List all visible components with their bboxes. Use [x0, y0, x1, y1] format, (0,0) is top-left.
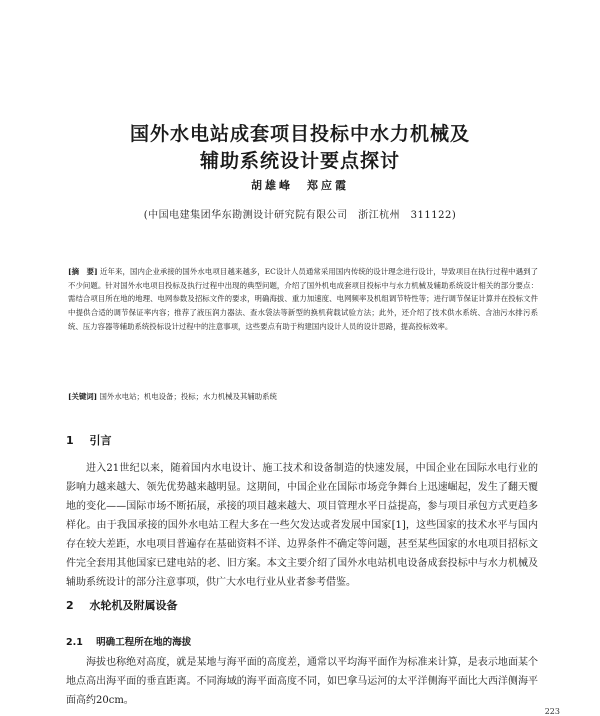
section-1-number: 1: [66, 434, 74, 447]
keywords-text: 国外水电站；机电设备；投标；水力机械及其辅助系统: [99, 392, 277, 401]
affiliation: (中国电建集团华东勘测设计研究院有限公司 浙江杭州 311122): [143, 210, 457, 221]
abstract-label: [摘 要]: [68, 267, 98, 276]
title-line-2: 辅助系统设计要点探讨: [199, 150, 400, 172]
title-line-1: 国外水电站成套项目投标中水力机械及: [129, 123, 470, 145]
section-1-paragraph: 进入21世纪以来，随着国内水电设计、施工技术和设备制造的快速发展，中国企业在国际水电行业的影响力越来越大、领先优势越来越明显。这期间，中国企业在国际市场竞争舞台上迅速崛起，发生了翻天覆地的变化——国际市场不断拓展，承接的项目越来越大、项目管理水平日益提高，参与项目承包方式更趋多样化。由于我国承接的国外水电站工程大多在一些欠发达或者发展中国家[1]，这些国家的技术水平与国内存在较大差距，水电项目普遍存在基础资料不详、边界条件不确定等问题，甚至某些国家的水电项目招标文件完全套用其他国家已建电站的老、旧方案。本文主要介绍了国外水电站机电设备成套投标中与水力机械及辅助系统设计的部分注意事项，供广大水电行业从业者参考借鉴。: [66, 463, 538, 588]
page-number: 223: [544, 707, 560, 716]
keywords: [68, 390, 538, 403]
section-1-title: 引言: [89, 434, 112, 447]
abstract: [68, 265, 538, 334]
subsection-2-1-paragraph: 海拔也称绝对高度，就是某地与海平面的高度差，通常以平均海平面作为标准来计算，是表示地面某个地点高出海平面的垂直距离。不同海域的海平面高度不同，如巴拿马运河的太平洋侧海平面比大西洋侧海平面高约20cm。: [66, 657, 538, 706]
subsection-2-1-heading: [66, 634, 191, 648]
section-1-heading: [66, 432, 112, 448]
section-2-title: 水轮机及附属设备: [89, 599, 178, 612]
section-2-heading: [66, 597, 178, 613]
abstract-text: 近年来，国内企业承接的国外水电项目越来越多，EC设计人员通常采用国内传统的设计理念进行设计，导致项目在执行过程中遇到了不少问题。针对国外水电项目投标及执行过程中出现的典型问题，介绍了国外机电成套项目投标中与水力机械及辅助系统设计相关的部分要点：需结合项目所在地的地理、电网参数及招标文件的要求，明确海拔、重力加速度、电网频率及机组调节特性等；进行调节保证计算并在投标文件中提供合适的调节保证率内容；推荐了液压润力器法、查水袋法等新型的换机荷载试验方法；此外，还介绍了技术供水系统、含油污水排污系统、压力容器等辅助系统投标设计过程中的注意事项，这些要点有助于构建国内设计人员的设计思路，提高投标效率。: [68, 267, 538, 331]
section-2-number: 2: [66, 599, 74, 612]
authors: 胡雄峰 郑应霞: [251, 179, 349, 192]
subsection-2-1-title: 明确工程所在地的海拔: [96, 637, 192, 648]
keywords-label: [关键词]: [68, 392, 98, 401]
subsection-2-1-number: 2.1: [66, 637, 83, 648]
